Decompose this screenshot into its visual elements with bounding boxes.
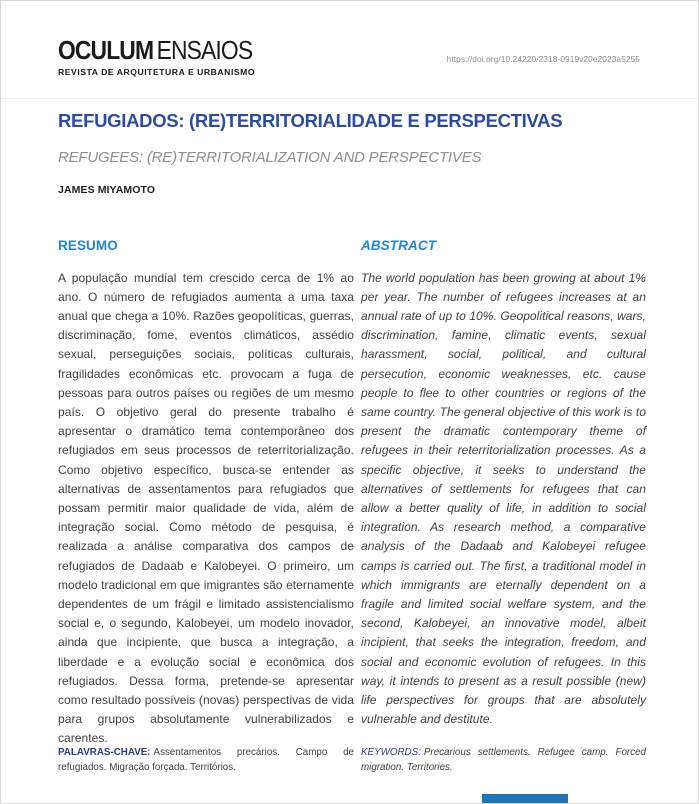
keywords-block [361,746,646,775]
palavras-chave-label: PALAVRAS-CHAVE: [58,747,151,758]
keywords-text: Precarious settlements. Refugee camp. Forced migration. Territories. [361,747,646,773]
journal-masthead [58,37,640,77]
resumo-section [58,239,354,749]
keywords-label: KEYWORDS: [361,747,421,758]
journal-logo-secondary: ENSAIOS [156,35,253,65]
abstract-section [361,239,646,729]
resumo-heading: RESUMO [58,238,118,253]
footer-accent-bar [482,794,568,804]
abstract-body: The world population has been growing at about 1% per year. The number of refugees increases at an annual rate of up to 10%. Geopolitical reasons, wars, discrimination, famine, climatic events, sexual harassment, social, political, and cultural persecution, economic weaknesses, etc. cause people to flee to other countries or regions of the same country. The general objective of this work is to present the dramatic contemporary theme of refugees in their reterritorialization processes. As a specific objective, it seeks to understand the alternatives of settlements for refugees that can allow a better quality of life, in addition to social integration. As research method, a comparative analysis of the Dadaab and Kalobeyei refugee camps is carried out. The first, a traditional model in which immigrants are eternally dependent on a fragile and limited social welfare system, and the second, Kalobeyei, an innovative model, albeit incipient, that seeks the integration, freedom, and social and economic evolution of refugees. In this way, it intends to present as a result possible (new) life perspectives for groups that are absolutely vulnerable and destitute. [361,270,646,727]
palavras-chave-text: Assentamentos precários. Campo de refugiados. Migração forçada. Territórios. [58,747,354,773]
resumo-body: A população mundial tem crescido cerca de 1% ao ano. O número de refugiados aumenta a uma taxa anual que chega a 10%. Razões geopolíticas, guerras, discriminação, fome, eventos climáticos, assédio sexual, perseguições sociais, políticas culturais, fragilidades econômicas etc. provocam a fuga de pessoas para outros países ou regiões de um mesmo país. O objetivo geral do presente trabalho é apresentar o dramático tema contemporâneo dos refugiados em seus processos de reterritorialização. Como objetivo específico, busca-se entender as alternativas de assentamentos para refugiados que possam permitir maior qualidade de vida, além de integração social. Como método de pesquisa, é realizada a análise comparativa dos campos de refugiados de Dadaab e Kalobeyei. O primeiro, um modelo tradicional em que imigrantes são eternamente dependentes de um frágil e limitado assistencialismo social e, o segundo, Kalobeyei, um modelo inovador, ainda que incipiente, que busca a integração, a liberdade e a evolução social e econômica dos refugiados. Dessa forma, pretende-se apresentar como resultado possíveis (novas) perspectivas de vida para grupos absolutamente vulnerabilizados e carentes. [58,270,354,746]
article-title-english: REFUGEES: (RE)TERRITORIALIZATION AND PERSPECTIVES [58,149,482,166]
author-name: JAMES MIYAMOTO [58,184,156,196]
palavras-chave-block [58,746,354,775]
journal-tagline: REVISTA DE ARQUITETURA E URBANISMO [58,67,256,77]
article-title: REFUGIADOS: (RE)TERRITORIALIDADE E PERSPECTIVAS [58,110,563,131]
doi-link[interactable]: https://doi.org/10.24220/2318-0919v20e2023a5255 [446,54,640,64]
journal-logo-primary: OCULUM [58,35,154,65]
header-divider [1,98,699,99]
abstract-heading: ABSTRACT [361,238,437,253]
